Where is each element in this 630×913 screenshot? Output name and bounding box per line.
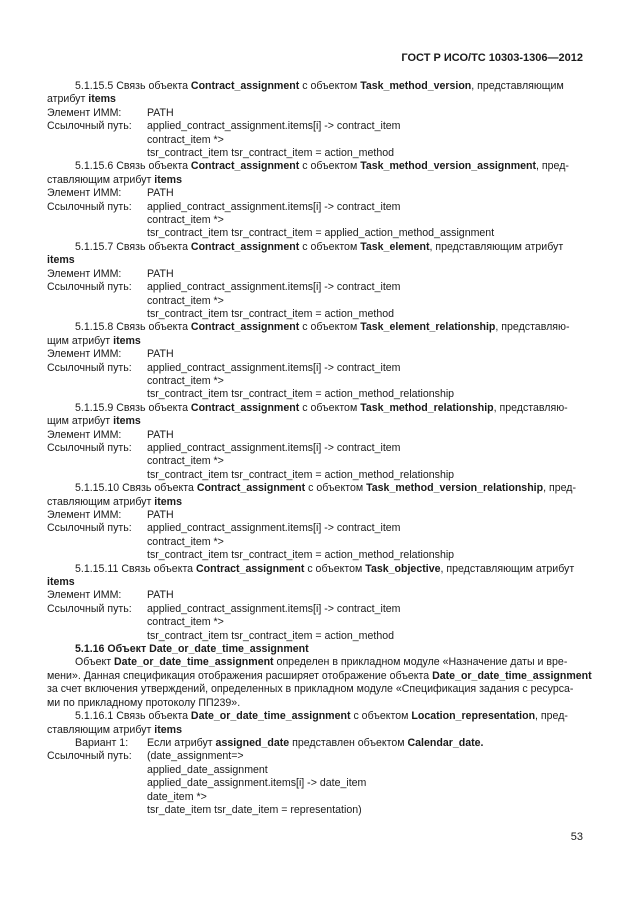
- path-line: contract_item *>: [147, 455, 224, 468]
- path-line: tsr_contract_item tsr_contract_item = action_method_relationship: [147, 549, 455, 562]
- path-line: date_item *>: [147, 790, 207, 803]
- path-row: Ссылочный путь: applied_contract_assignment.items[i] -> contract_item: [47, 361, 401, 374]
- document-body: [47, 80, 592, 817]
- path-line: tsr_contract_item tsr_contract_item = action_method: [147, 147, 395, 160]
- element-row: Элемент ИММ: PATH: [47, 187, 174, 200]
- path-row: Ссылочный путь: applied_contract_assignment.items[i] -> contract_item: [47, 441, 401, 454]
- paragraph-5-1-15-6: 5.1.15.6 Связь объекта Contract_assignment с объектом Task_method_version_assignment, пред-: [75, 160, 569, 173]
- paragraph-continuation: ставляющим атрибут items: [47, 173, 182, 186]
- paragraph-continuation: ставляющим атрибут items: [47, 495, 182, 508]
- path-line: tsr_date_item tsr_date_item = representation): [147, 803, 362, 816]
- page-number: 53: [570, 831, 583, 843]
- path-line: contract_item *>: [147, 214, 224, 227]
- path-line: applied_date_assignment: [147, 763, 268, 776]
- element-row: Элемент ИММ: PATH: [47, 509, 174, 521]
- element-row: Элемент ИММ: PATH: [47, 106, 174, 119]
- document-header: ГОСТ Р ИСО/ТС 10303-1306—2012: [401, 52, 583, 64]
- path-row: Ссылочный путь: applied_contract_assignment.items[i] -> contract_item: [47, 281, 401, 294]
- path-line: tsr_contract_item tsr_contract_item = action_method: [147, 307, 395, 320]
- path-row: Ссылочный путь: applied_contract_assignment.items[i] -> contract_item: [47, 522, 401, 535]
- path-row: Ссылочный путь: applied_contract_assignment.items[i] -> contract_item: [47, 602, 401, 615]
- element-row: Элемент ИММ: PATH: [47, 428, 174, 441]
- element-row: Элемент ИММ: PATH: [47, 589, 174, 602]
- path-line: contract_item *>: [147, 374, 224, 387]
- path-row: Ссылочный путь: applied_contract_assignment.items[i] -> contract_item: [47, 200, 401, 213]
- path-row: Ссылочный путь: (date_assignment=>: [47, 750, 244, 763]
- path-row: Ссылочный путь: applied_contract_assignment.items[i] -> contract_item: [47, 120, 401, 133]
- element-row: Элемент ИММ: PATH: [47, 267, 174, 280]
- paragraph-5-1-15-11: 5.1.15.11 Связь объекта Contract_assignment с объектом Task_objective, представляющим атрибут: [75, 562, 575, 575]
- variant-row: Вариант 1: Если атрибут assigned_date представлен объектом Calendar_date.: [75, 736, 484, 749]
- paragraph-continuation: items: [47, 254, 75, 267]
- path-line: tsr_contract_item tsr_contract_item = action_method_relationship: [147, 388, 455, 401]
- paragraph-continuation: щим атрибут items: [47, 334, 141, 347]
- paragraph-5-1-16: Объект Date_or_date_time_assignment определен в прикладном модуле «Назначение даты и вре-: [75, 656, 568, 669]
- paragraph-continuation: атрибут items: [47, 93, 116, 106]
- element-row: Элемент ИММ: PATH: [47, 348, 174, 361]
- paragraph-5-1-15-7: 5.1.15.7 Связь объекта Contract_assignment с объектом Task_element, представляющим атрибут: [75, 240, 564, 253]
- section-heading-5-1-16: 5.1.16 Объект Date_or_date_time_assignment: [75, 643, 309, 656]
- paragraph-5-1-15-10: 5.1.15.10 Связь объекта Contract_assignment с объектом Task_method_version_relationship, пред-: [75, 482, 576, 495]
- paragraph-continuation: мени». Данная спецификация отображения расширяет отображение объекта Date_or_date_time_assignment: [47, 669, 592, 682]
- paragraph-5-1-16-1: 5.1.16.1 Связь объекта Date_or_date_time_assignment с объектом Location_representation, пред-: [75, 710, 568, 723]
- paragraph-continuation: ставляющим атрибут items: [47, 723, 182, 736]
- paragraph-continuation: ми по прикладному протоколу ПП239».: [47, 696, 241, 709]
- path-line: contract_item *>: [147, 535, 224, 548]
- paragraph-continuation: за счет включения утверждений, определенных в прикладном модуле «Спецификация задания с ресурса-: [47, 683, 574, 696]
- path-line: tsr_contract_item tsr_contract_item = action_method: [147, 629, 395, 642]
- path-line: contract_item *>: [147, 616, 224, 629]
- path-line: tsr_contract_item tsr_contract_item = applied_action_method_assignment: [147, 227, 495, 240]
- path-line: contract_item *>: [147, 294, 224, 307]
- path-line: applied_date_assignment.items[i] -> date_item: [147, 777, 367, 790]
- path-line: tsr_contract_item tsr_contract_item = action_method_relationship: [147, 468, 455, 481]
- paragraph-5-1-15-5: 5.1.15.5 Связь объекта Contract_assignment с объектом Task_method_version, представляющим: [75, 80, 564, 92]
- path-line: contract_item *>: [147, 133, 224, 146]
- paragraph-5-1-15-8: 5.1.15.8 Связь объекта Contract_assignment с объектом Task_element_relationship, представляю-: [75, 321, 570, 334]
- paragraph-continuation: щим атрибут items: [47, 415, 141, 428]
- paragraph-5-1-15-9: 5.1.15.9 Связь объекта Contract_assignment с объектом Task_method_relationship, представляю-: [75, 401, 568, 414]
- paragraph-continuation: items: [47, 576, 75, 589]
